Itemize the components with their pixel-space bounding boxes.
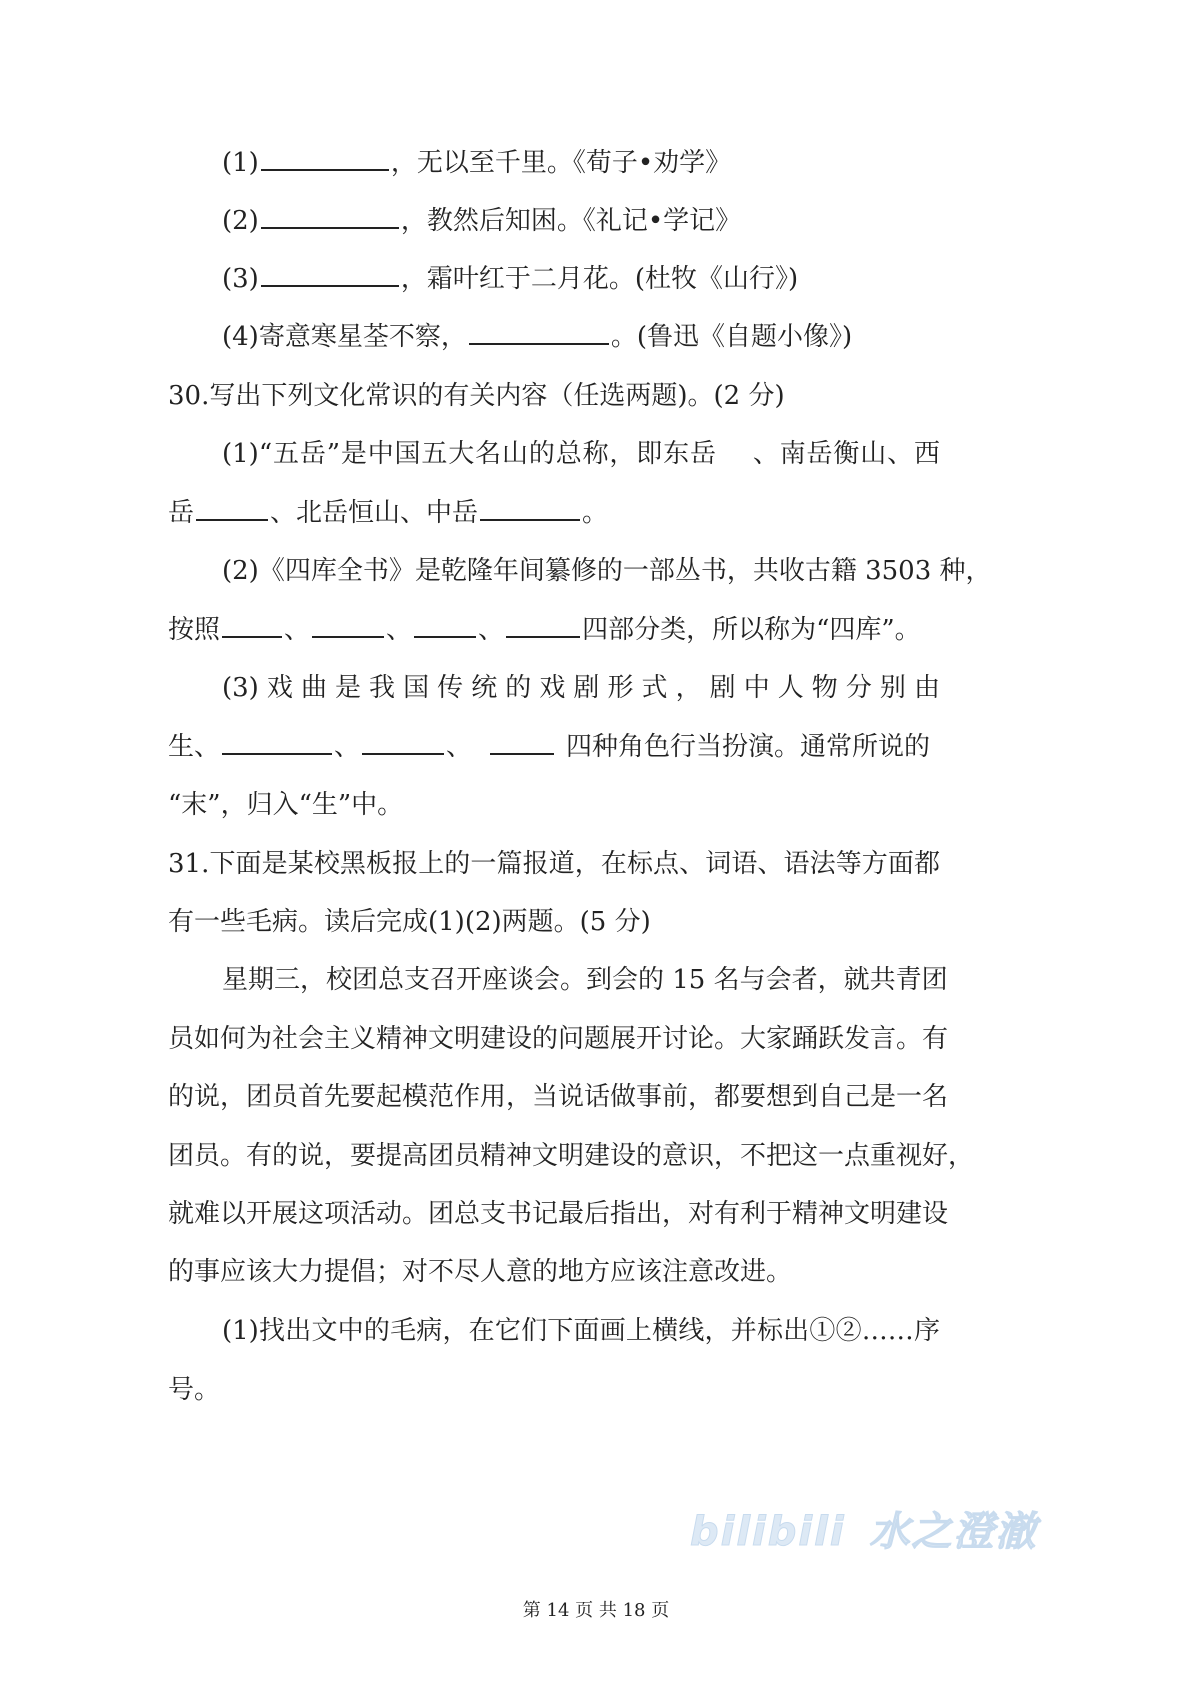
answer-blank[interactable] bbox=[414, 614, 476, 638]
answer-blank[interactable] bbox=[469, 321, 609, 345]
answer-blank[interactable] bbox=[506, 614, 580, 638]
watermark bbox=[690, 1500, 1038, 1557]
answer-blank[interactable] bbox=[196, 497, 268, 521]
q30-p3-line2: 生、 、 、 四种角色行当扮演。通常所说的 bbox=[168, 732, 931, 762]
q30-p3-line1: (3)戏曲是我国传统的戏剧形式，剧中人物分别由 bbox=[222, 673, 940, 703]
q30-p2-line1: (2)《四库全书》是乾隆年间纂修的一部丛书，共收古籍 3503 种， bbox=[222, 556, 992, 586]
answer-blank[interactable] bbox=[261, 147, 389, 171]
q31-sub1-line1: (1)找出文中的毛病，在它们下面画上横线，并标出①②……序 bbox=[222, 1316, 940, 1346]
q31-passage-line: 员如何为社会主义精神文明建设的问题展开讨论。大家踊跃发言。有 bbox=[168, 1024, 949, 1054]
q31-passage-line: 团员。有的说，要提高团员精神文明建设的意识，不把这一点重视好， bbox=[168, 1141, 975, 1171]
bilibili-logo: bilibili bbox=[690, 1509, 846, 1555]
q31-passage-line: 的说，团员首先要起模范作用，当说话做事前，都要想到自己是一名 bbox=[168, 1082, 949, 1112]
q30-p1-line2: 岳 、北岳恒山、中岳 。 bbox=[168, 498, 609, 528]
q31-passage-line: 星期三，校团总支召开座谈会。到会的 15 名与会者，就共青团 bbox=[222, 965, 948, 995]
q29-item-4: (4)寄意寒星荃不察， 。(鲁迅《自题小像》) bbox=[222, 322, 853, 352]
q29-item-1: (1) ，无以至千里。《荀子•劝学》 bbox=[222, 148, 732, 178]
q29-item-3: (3) ，霜叶红于二月花。(杜牧《山行》) bbox=[222, 264, 799, 294]
q30-p1-line1: (1)“五岳”是中国五大名山的总称，即东岳 、南岳衡山、西 bbox=[222, 439, 940, 469]
q31-title-line1: 31.下面是某校黑板报上的一篇报道，在标点、词语、语法等方面都 bbox=[168, 849, 940, 879]
answer-blank[interactable] bbox=[261, 263, 399, 287]
q31-passage-line: 的事应该大力提倡；对不尽人意的地方应该注意改进。 bbox=[168, 1257, 793, 1287]
answer-blank[interactable] bbox=[312, 614, 384, 638]
answer-blank[interactable] bbox=[490, 731, 554, 755]
watermark-author: 水之澄澈 bbox=[869, 1509, 1038, 1555]
q29-item-2: (2) ，教然后知困。《礼记•学记》 bbox=[222, 206, 742, 236]
answer-blank[interactable] bbox=[362, 731, 444, 755]
q31-title-line2: 有一些毛病。读后完成(1)(2)两题。(5 分) bbox=[168, 907, 651, 937]
q31-passage-line: 就难以开展这项活动。团总支书记最后指出，对有利于精神文明建设 bbox=[168, 1199, 949, 1229]
q30-p2-line2: 按照 、 、 、 四部分类，所以称为“四库”。 bbox=[168, 615, 921, 645]
answer-blank[interactable] bbox=[222, 614, 282, 638]
q30-p3-line3: “末”，归入“生”中。 bbox=[168, 790, 404, 820]
q31-sub1-line2: 号。 bbox=[168, 1375, 221, 1405]
q30-title: 30.写出下列文化常识的有关内容（任选两题)。(2 分) bbox=[168, 381, 785, 411]
page-footer: 第 14 页 共 18 页 bbox=[522, 1600, 670, 1621]
answer-blank[interactable] bbox=[222, 731, 332, 755]
answer-blank[interactable] bbox=[261, 205, 399, 229]
answer-blank[interactable] bbox=[480, 497, 580, 521]
